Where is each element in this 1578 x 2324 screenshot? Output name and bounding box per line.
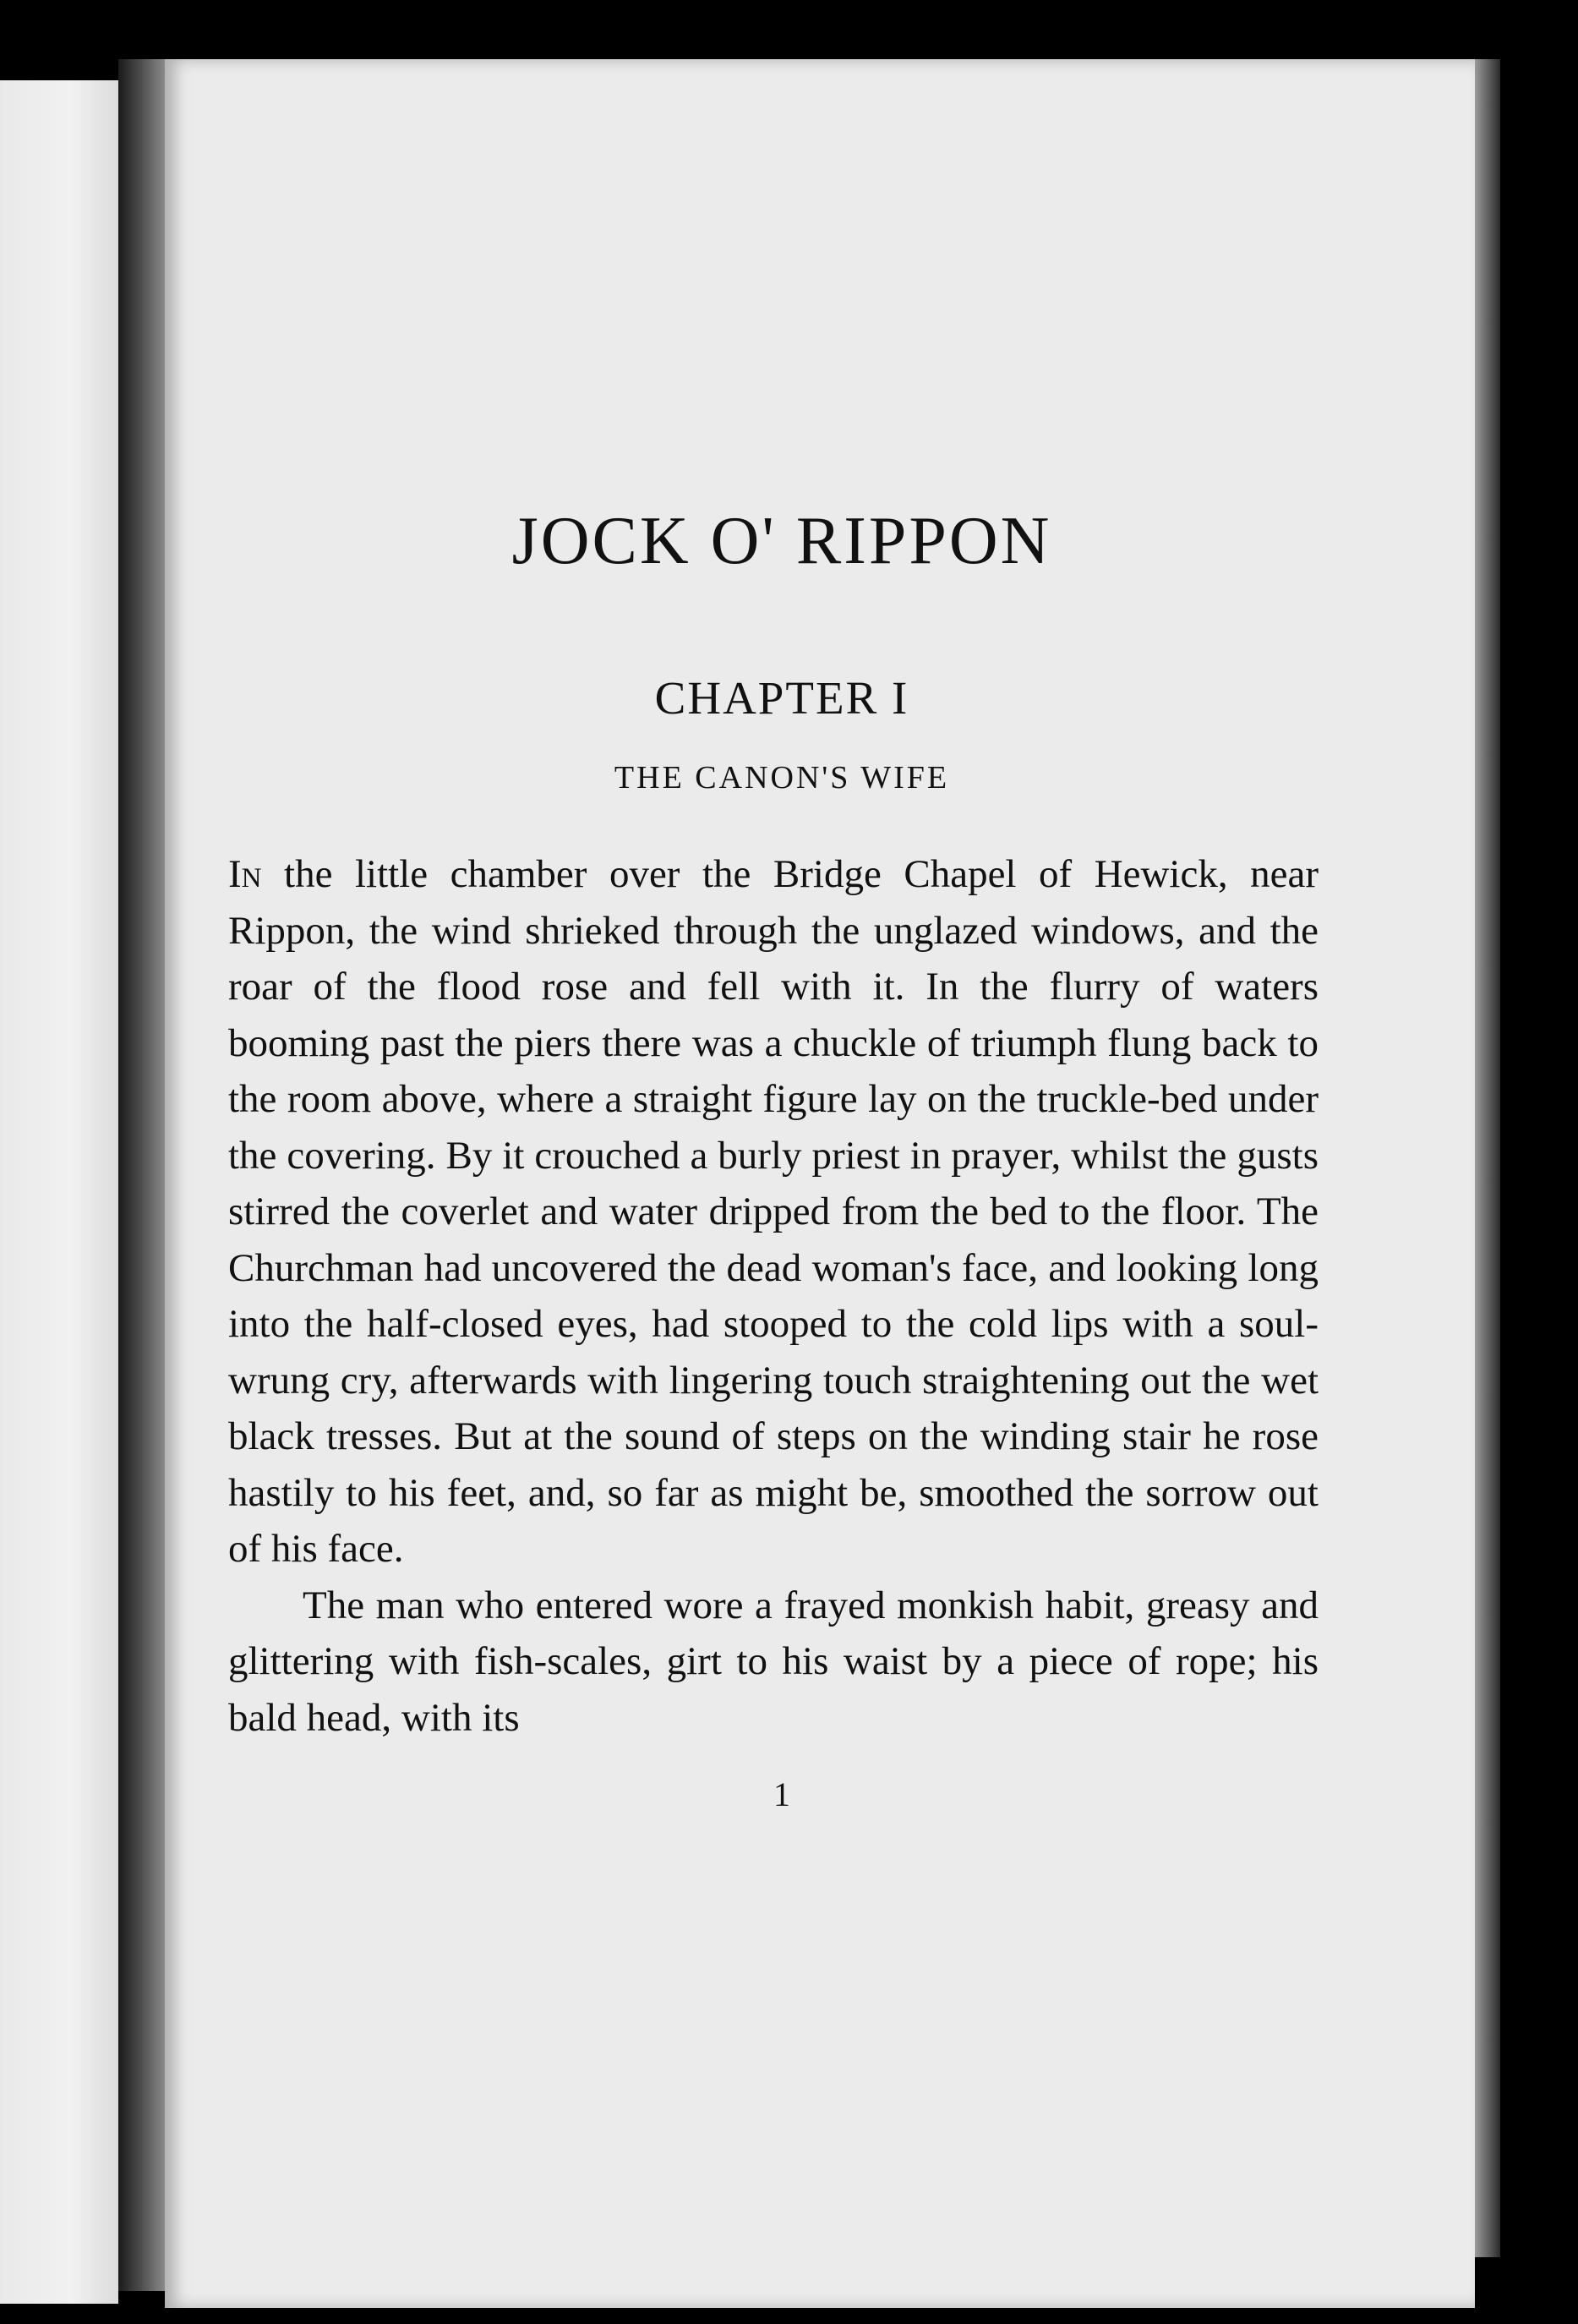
paragraph-1 — [228, 846, 1319, 1578]
paragraph-1-text: the little chamber over the Bridge Chapel of Hewick, near Rippon, the wind shrieked through the unglazed windows, and the roar of the flood rose and fell with it. In the flurry of waters booming past the piers there was a chuckle of triumph flung back to the room above, where a straight figure lay on the truckle-bed under the covering. By it crouched a burly priest in prayer, whilst the gusts stirred the coverlet and water dripped from the bed to the floor. The Churchman had uncovered the dead woman's face, and looking long into the half-closed eyes, had stooped to the cold lips with a soul-wrung cry, afterwards with lingering touch straightening out the wet black tresses. But at the sound of steps on the winding stair he rose hastily to his feet, and, so far as might be, smoothed the sorrow out of his face. — [228, 852, 1319, 1571]
opening-word: In — [228, 852, 262, 896]
body-text — [228, 846, 1319, 1746]
chapter-subtitle: THE CANON'S WIFE — [614, 760, 950, 796]
page-right-edge — [1475, 59, 1500, 2257]
paragraph-2: The man who entered wore a frayed monkish habit, greasy and glittering with fish-scales, girt to his waist by a piece of rope; his bald head, with its — [228, 1583, 1319, 1740]
page-content — [228, 504, 1319, 1814]
page-number: 1 — [773, 1775, 790, 1813]
chapter-heading: CHAPTER I — [654, 672, 909, 724]
book-title: JOCK O' RIPPON — [511, 504, 1052, 578]
adjacent-page-edge — [0, 80, 118, 2304]
